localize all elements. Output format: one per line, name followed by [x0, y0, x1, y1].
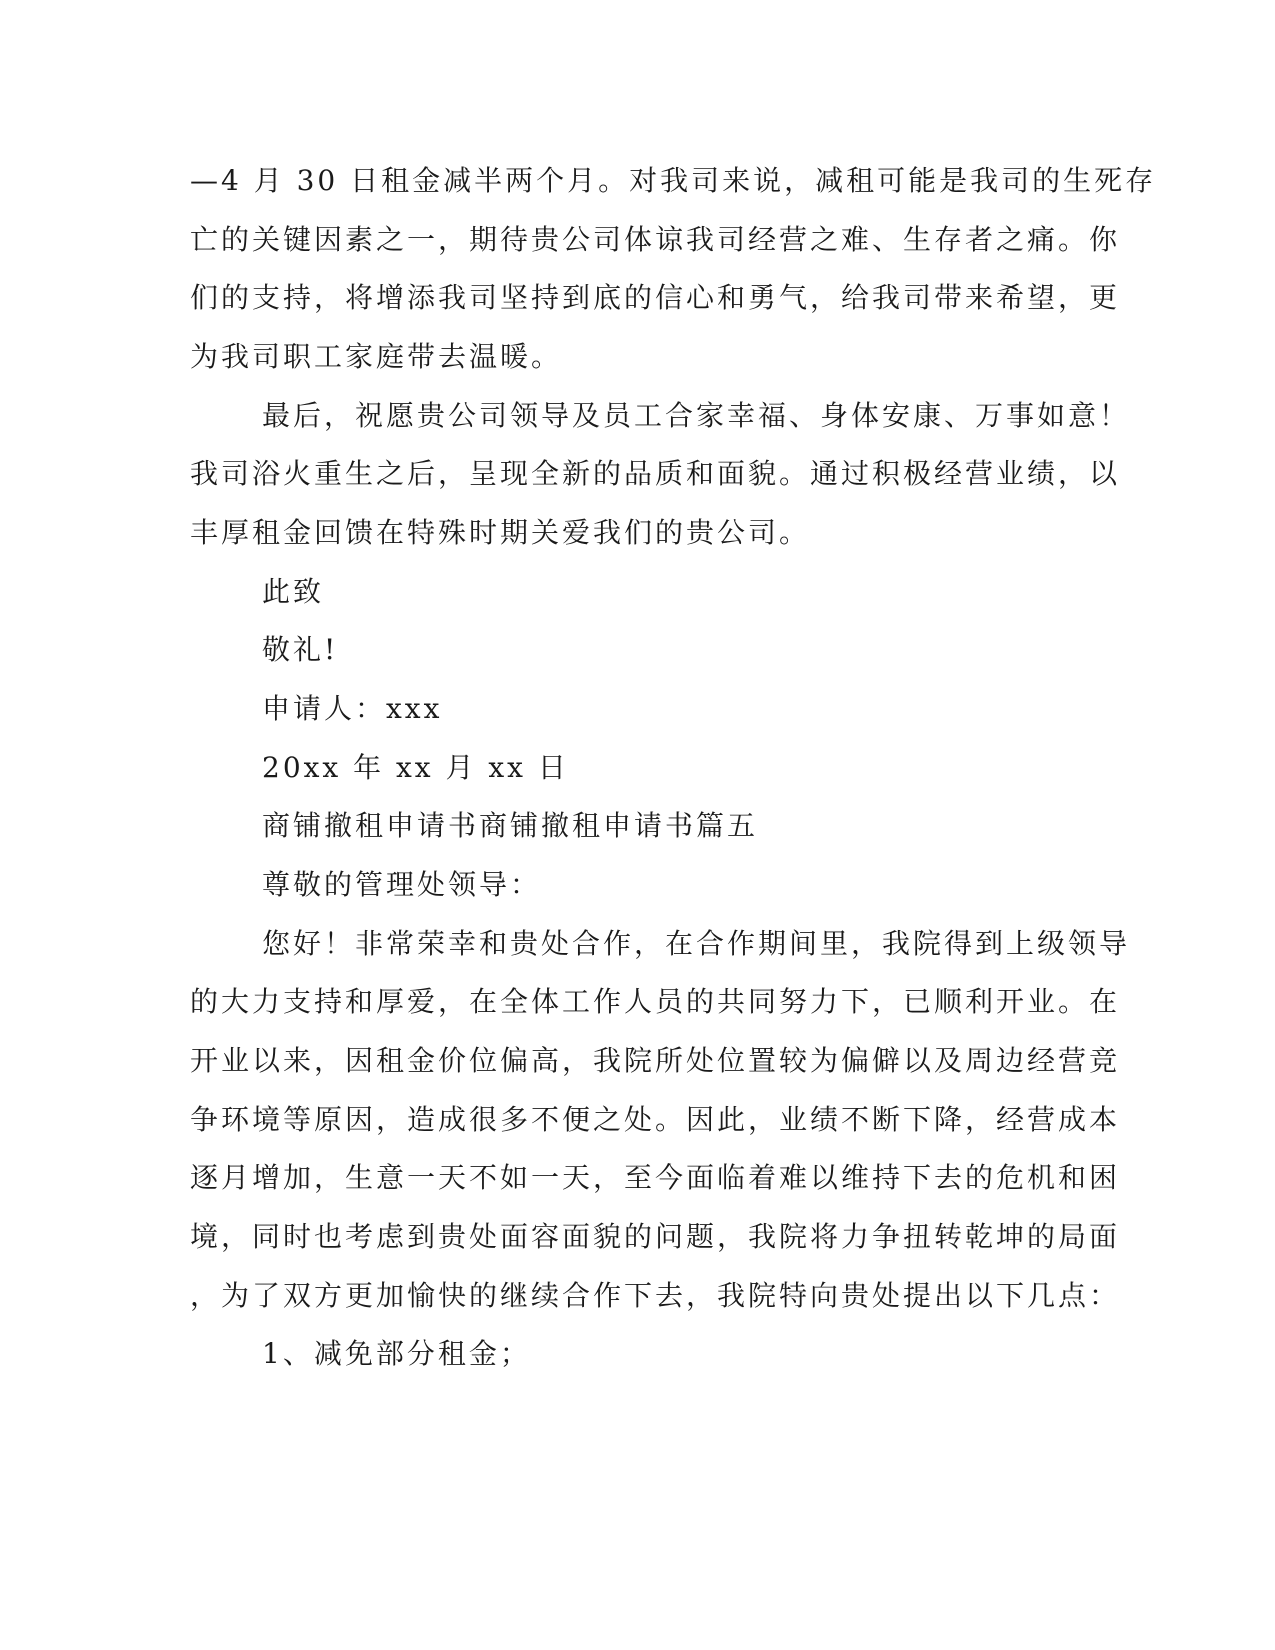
- closing-salute: 敬礼!: [262, 633, 339, 666]
- section-title: 商铺撤租申请书商铺撤租申请书篇五: [262, 809, 759, 842]
- body-line: 为我司职工家庭带去温暖。: [190, 340, 563, 373]
- paragraph-first-line: 您好！非常荣幸和贵处合作，在合作期间里，我院得到上级领导: [262, 927, 1131, 960]
- body-line: 亡的关键因素之一，期待贵公司体谅我司经营之难、生存者之痛。你: [190, 223, 1121, 256]
- body-line: 的大力支持和厚爱，在全体工作人员的共同努力下，已顺利开业。在: [190, 985, 1121, 1018]
- closing-phrase: 此致: [262, 575, 325, 608]
- body-line: 丰厚租金回馈在特殊时期关爱我们的贵公司。: [190, 516, 811, 549]
- body-line: 我司浴火重生之后，呈现全新的品质和面貌。通过积极经营业绩，以: [190, 457, 1121, 490]
- body-line: 逐月增加，生意一天不如一天，至今面临着难以维持下去的危机和困: [190, 1161, 1121, 1194]
- salutation: 尊敬的管理处领导：: [262, 868, 542, 901]
- applicant-line: 申请人：xxx: [262, 692, 443, 725]
- list-item: 1、减免部分租金；: [262, 1337, 531, 1370]
- body-line: 境，同时也考虑到贵处面容面貌的问题，我院将力争扭转乾坤的局面: [190, 1220, 1121, 1253]
- body-line: 争环境等原因，造成很多不便之处。因此，业绩不断下降，经营成本: [190, 1103, 1121, 1136]
- body-line: —4 月 30 日租金减半两个月。对我司来说，减租可能是我司的生死存: [190, 164, 1157, 197]
- body-line: 们的支持，将增添我司坚持到底的信心和勇气，给我司带来希望，更: [190, 281, 1121, 314]
- body-line: ，为了双方更加愉快的继续合作下去，我院特向贵处提出以下几点：: [190, 1279, 1121, 1312]
- date-line: 20xx 年 xx 月 xx 日: [262, 751, 569, 784]
- paragraph-first-line: 最后，祝愿贵公司领导及员工合家幸福、身体安康、万事如意！: [262, 399, 1131, 432]
- body-line: 开业以来，因租金价位偏高，我院所处位置较为偏僻以及周边经营竞: [190, 1044, 1121, 1077]
